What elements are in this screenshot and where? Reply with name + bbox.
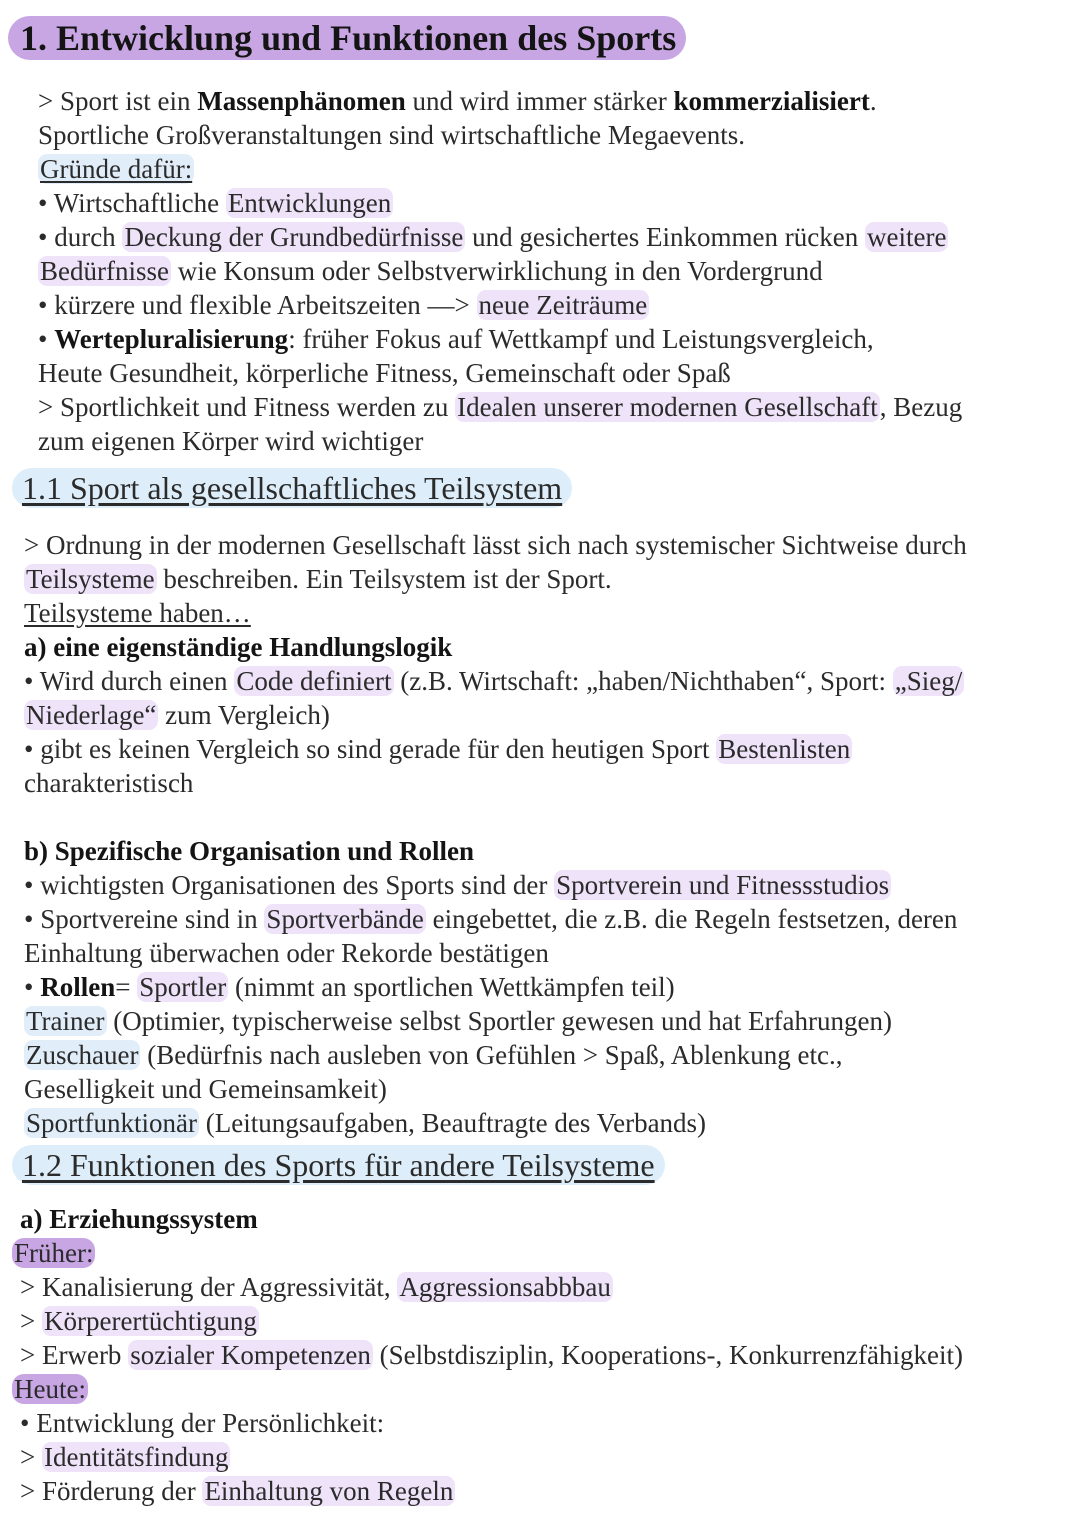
s12-line-4: > Körperertüchtigung xyxy=(20,1306,257,1336)
s11-line-14: Trainer (Optimier, typischerweise selbst Sportler gewesen und hat Erfahrungen) xyxy=(26,1006,892,1036)
s12-line-2: Früher: xyxy=(14,1238,94,1268)
s12-line-5: > Erwerb sozialer Kompetenzen (Selbstdisziplin, Kooperations-, Konkurrenzfähigkeit) xyxy=(20,1340,963,1370)
s11-line-2: Teilsysteme beschreiben. Ein Teilsystem ist der Sport. xyxy=(26,564,612,594)
s12-line-1: a) Erziehungssystem xyxy=(20,1204,258,1234)
s11-line-1: > Ordnung in der modernen Gesellschaft lässt sich nach systemischer Sichtweise durch xyxy=(24,530,967,560)
section-heading-1-1: 1.1 Sport als gesellschaftliches Teilsystem xyxy=(12,468,572,508)
s11-line-3: Teilsysteme haben… xyxy=(24,598,251,628)
s11-line-16: Geselligkeit und Gemeinsamkeit) xyxy=(24,1074,387,1104)
section-heading-1-2: 1.2 Funktionen des Sports für andere Teilsysteme xyxy=(12,1145,665,1185)
s11-line-17: Sportfunktionär (Leitungsaufgaben, Beauftragte des Verbands) xyxy=(26,1108,707,1138)
s11-line-8: charakteristisch xyxy=(24,768,194,798)
s11-line-12: Einhaltung überwachen oder Rekorde bestätigen xyxy=(24,938,549,968)
s11-line-10: • wichtigsten Organisationen des Sports sind der Sportverein und Fitnessstudios xyxy=(24,870,890,900)
s11-line-5: • Wird durch einen Code definiert (z.B. Wirtschaft: „haben/Nichthaben“, Sport: „Sieg/ xyxy=(24,666,963,696)
s11-line-7: • gibt es keinen Vergleich so sind gerade für den heutigen Sport Bestenlisten xyxy=(24,734,851,764)
s11-line-15: Zuschauer (Bedürfnis nach ausleben von Gefühlen > Spaß, Ablenkung etc., xyxy=(26,1040,843,1070)
s11-line-6: Niederlage“ zum Vergleich) xyxy=(26,700,330,730)
s12-line-9: > Förderung der Einhaltung von Regeln xyxy=(20,1476,454,1506)
s12-line-7: • Entwicklung der Persönlichkeit: xyxy=(20,1408,385,1438)
intro-line-3: Gründe dafür: xyxy=(40,154,193,184)
intro-line-9: Heute Gesundheit, körperliche Fitness, Gemeinschaft oder Spaß xyxy=(38,358,731,388)
intro-line-6: Bedürfnisse wie Konsum oder Selbstverwirklichung in den Vordergrund xyxy=(40,256,823,286)
s12-line-3: > Kanalisierung der Aggressivität, Aggressionsabbbau xyxy=(20,1272,611,1302)
s12-line-6: Heute: xyxy=(14,1374,86,1404)
intro-line-8: • Wertepluralisierung: früher Fokus auf Wettkampf und Leistungsvergleich, xyxy=(38,324,874,354)
s11-line-11: • Sportvereine sind in Sportverbände eingebettet, die z.B. die Regeln festsetzen, deren xyxy=(24,904,958,934)
intro-line-11: zum eigenen Körper wird wichtiger xyxy=(38,426,424,456)
s12-line-8: > Identitätsfindung xyxy=(20,1442,229,1472)
intro-line-10: > Sportlichkeit und Fitness werden zu Idealen unserer modernen Gesellschaft, Bezug xyxy=(38,392,963,422)
intro-line-5: • durch Deckung der Grundbedürfnisse und gesichertes Einkommen rücken weitere xyxy=(38,222,947,252)
s11-line-9: b) Spezifische Organisation und Rollen xyxy=(24,836,475,866)
intro-line-2: Sportliche Großveranstaltungen sind wirtschaftliche Megaevents. xyxy=(38,120,746,150)
s11-line-13: • Rollen= Sportler (nimmt an sportlichen Wettkämpfen teil) xyxy=(24,972,675,1002)
intro-line-4: • Wirtschaftliche Entwicklungen xyxy=(38,188,392,218)
s11-line-4: a) eine eigenständige Handlungslogik xyxy=(24,632,453,662)
intro-line-1: > Sport ist ein Massenphänomen und wird immer stärker kommerzialisiert. xyxy=(38,86,877,116)
page-title: 1. Entwicklung und Funktionen des Sports xyxy=(8,16,686,60)
intro-line-7: • kürzere und flexible Arbeitszeiten —> neue Zeiträume xyxy=(38,290,648,320)
